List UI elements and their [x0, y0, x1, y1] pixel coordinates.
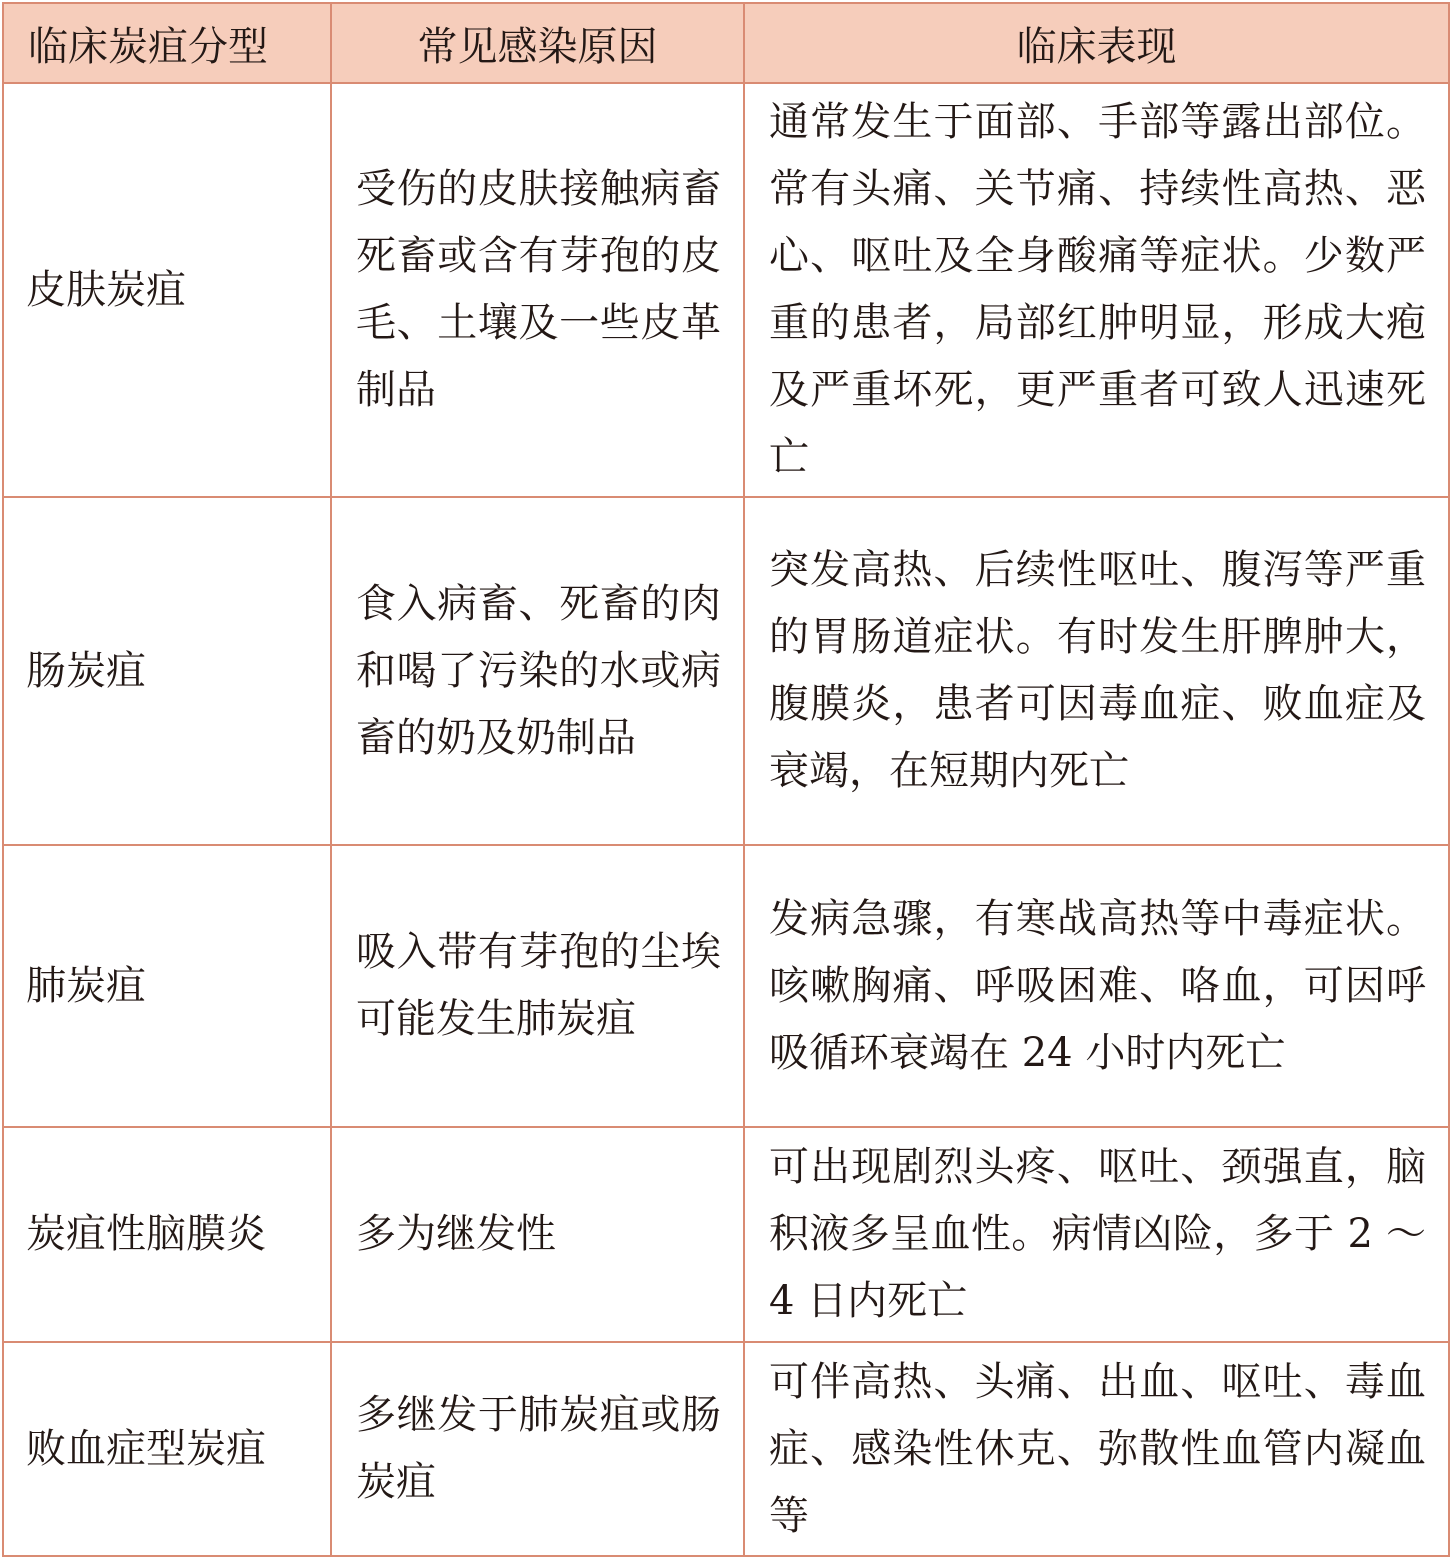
- cause-cell: 吸入带有芽孢的尘埃可能发生肺炭疽: [331, 845, 744, 1127]
- header-clinical-type: 临床炭疽分型: [3, 3, 331, 83]
- cause-cell: 食入病畜、死畜的肉和喝了污染的水或病畜的奶及奶制品: [331, 497, 744, 845]
- cause-cell: 受伤的皮肤接触病畜死畜或含有芽孢的皮毛、土壤及一些皮革制品: [331, 83, 744, 497]
- type-cell: 肠炭疽: [3, 497, 331, 845]
- table-row: [3, 1127, 1449, 1342]
- cause-cell: 多为继发性: [331, 1127, 744, 1342]
- anthrax-types-table: [2, 2, 1450, 1557]
- table-row: [3, 83, 1449, 497]
- type-cell: 败血症型炭疽: [3, 1342, 331, 1556]
- type-cell: 炭疽性脑膜炎: [3, 1127, 331, 1342]
- table-row: [3, 1342, 1449, 1556]
- symptoms-cell: 可伴高热、头痛、出血、呕吐、毒血症、感染性休克、弥散性血管内凝血等: [744, 1342, 1449, 1556]
- symptoms-cell: 可出现剧烈头疼、呕吐、颈强直，脑积液多呈血性。病情凶险，多于 2 ～ 4 日内死亡: [744, 1127, 1449, 1342]
- cause-cell: 多继发于肺炭疽或肠炭疽: [331, 1342, 744, 1556]
- table-row: [3, 845, 1449, 1127]
- header-infection-cause: 常见感染原因: [331, 3, 744, 83]
- symptoms-cell: 发病急骤，有寒战高热等中毒症状。咳嗽胸痛、呼吸困难、咯血，可因呼吸循环衰竭在 24 小时内死亡: [744, 845, 1449, 1127]
- type-cell: 肺炭疽: [3, 845, 331, 1127]
- table-row: [3, 497, 1449, 845]
- type-cell: 皮肤炭疽: [3, 83, 331, 497]
- header-row: [3, 3, 1449, 83]
- header-clinical-manifestation: 临床表现: [744, 3, 1449, 83]
- symptoms-cell: 通常发生于面部、手部等露出部位。常有头痛、关节痛、持续性高热、恶心、呕吐及全身酸痛等症状。少数严重的患者，局部红肿明显，形成大疱及严重坏死，更严重者可致人迅速死亡: [744, 83, 1449, 497]
- symptoms-cell: 突发高热、后续性呕吐、腹泻等严重的胃肠道症状。有时发生肝脾肿大，腹膜炎，患者可因毒血症、败血症及衰竭，在短期内死亡: [744, 497, 1449, 845]
